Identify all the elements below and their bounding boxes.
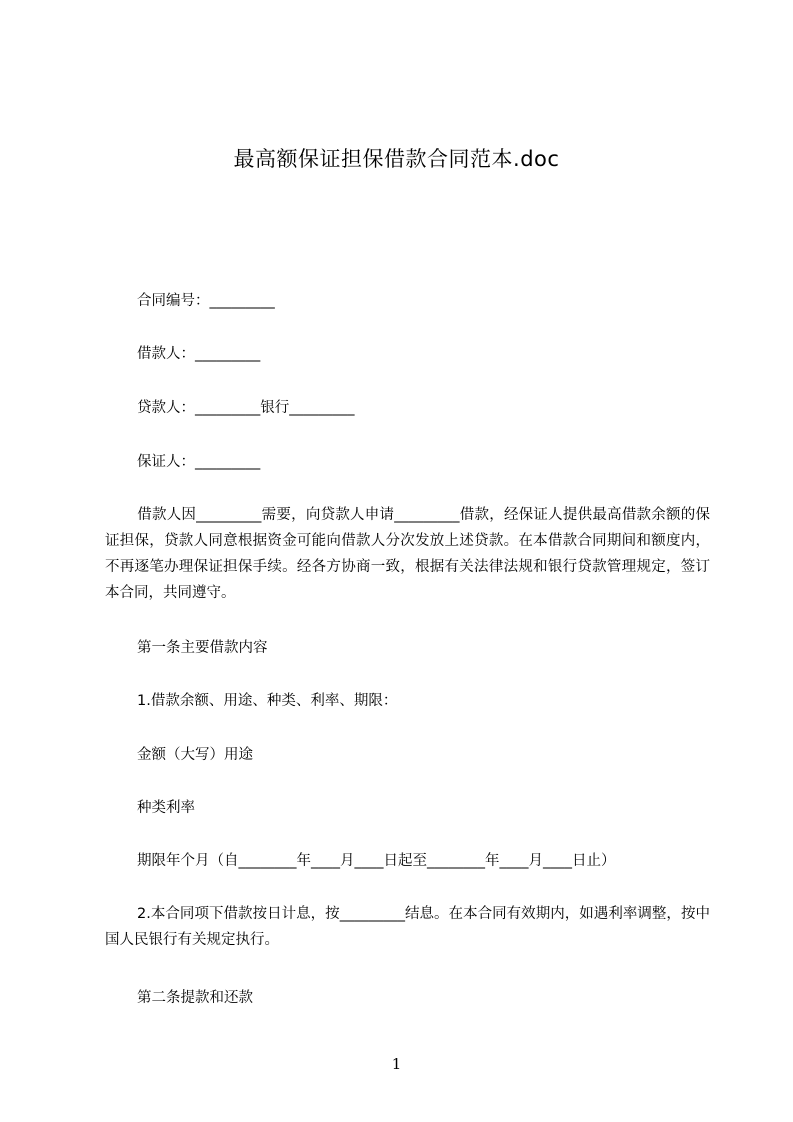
- guarantor-line: 保证人：_________: [137, 454, 261, 470]
- borrower-line: 借款人：_________: [137, 346, 261, 362]
- item-2-text: 2.本合同项下借款按日计息，按_________结息。在本合同有效期内，如遇利率调整，按中国人民银行有关规定执行。: [105, 906, 710, 948]
- document-title: 最高额保证担保借款合同范本.doc: [233, 147, 560, 171]
- amount-line: 金额（大写）用途: [137, 747, 253, 763]
- lender-line: 贷款人：_________银行_________: [137, 400, 355, 416]
- article-2-heading: 第二条提款和还款: [137, 990, 253, 1006]
- term-line: 期限年个月（自________年____月____日起至________年____月____日止）: [137, 853, 616, 869]
- type-rate-line: 种类利率: [137, 800, 195, 816]
- intro-paragraph: [105, 502, 710, 606]
- contract-number-line: 合同编号：_________: [137, 293, 275, 309]
- intro-text: 借款人因_________需要，向贷款人申请_________借款，经保证人提供最高借款余额的保证担保，贷款人同意根据资金可能向借款人分次发放上述贷款。在本借款合同期间和额度内，不再逐笔办理保证担保手续。经各方协商一致，根据有关法律法规和银行贷款管理规定，签订本合同，共同遵守。: [105, 507, 710, 601]
- article-1-heading: 第一条主要借款内容: [137, 640, 268, 656]
- page-number: 1: [391, 1055, 402, 1073]
- item-2-paragraph: [105, 901, 710, 953]
- item-1-line: 1.借款余额、用途、种类、利率、期限：: [137, 693, 398, 709]
